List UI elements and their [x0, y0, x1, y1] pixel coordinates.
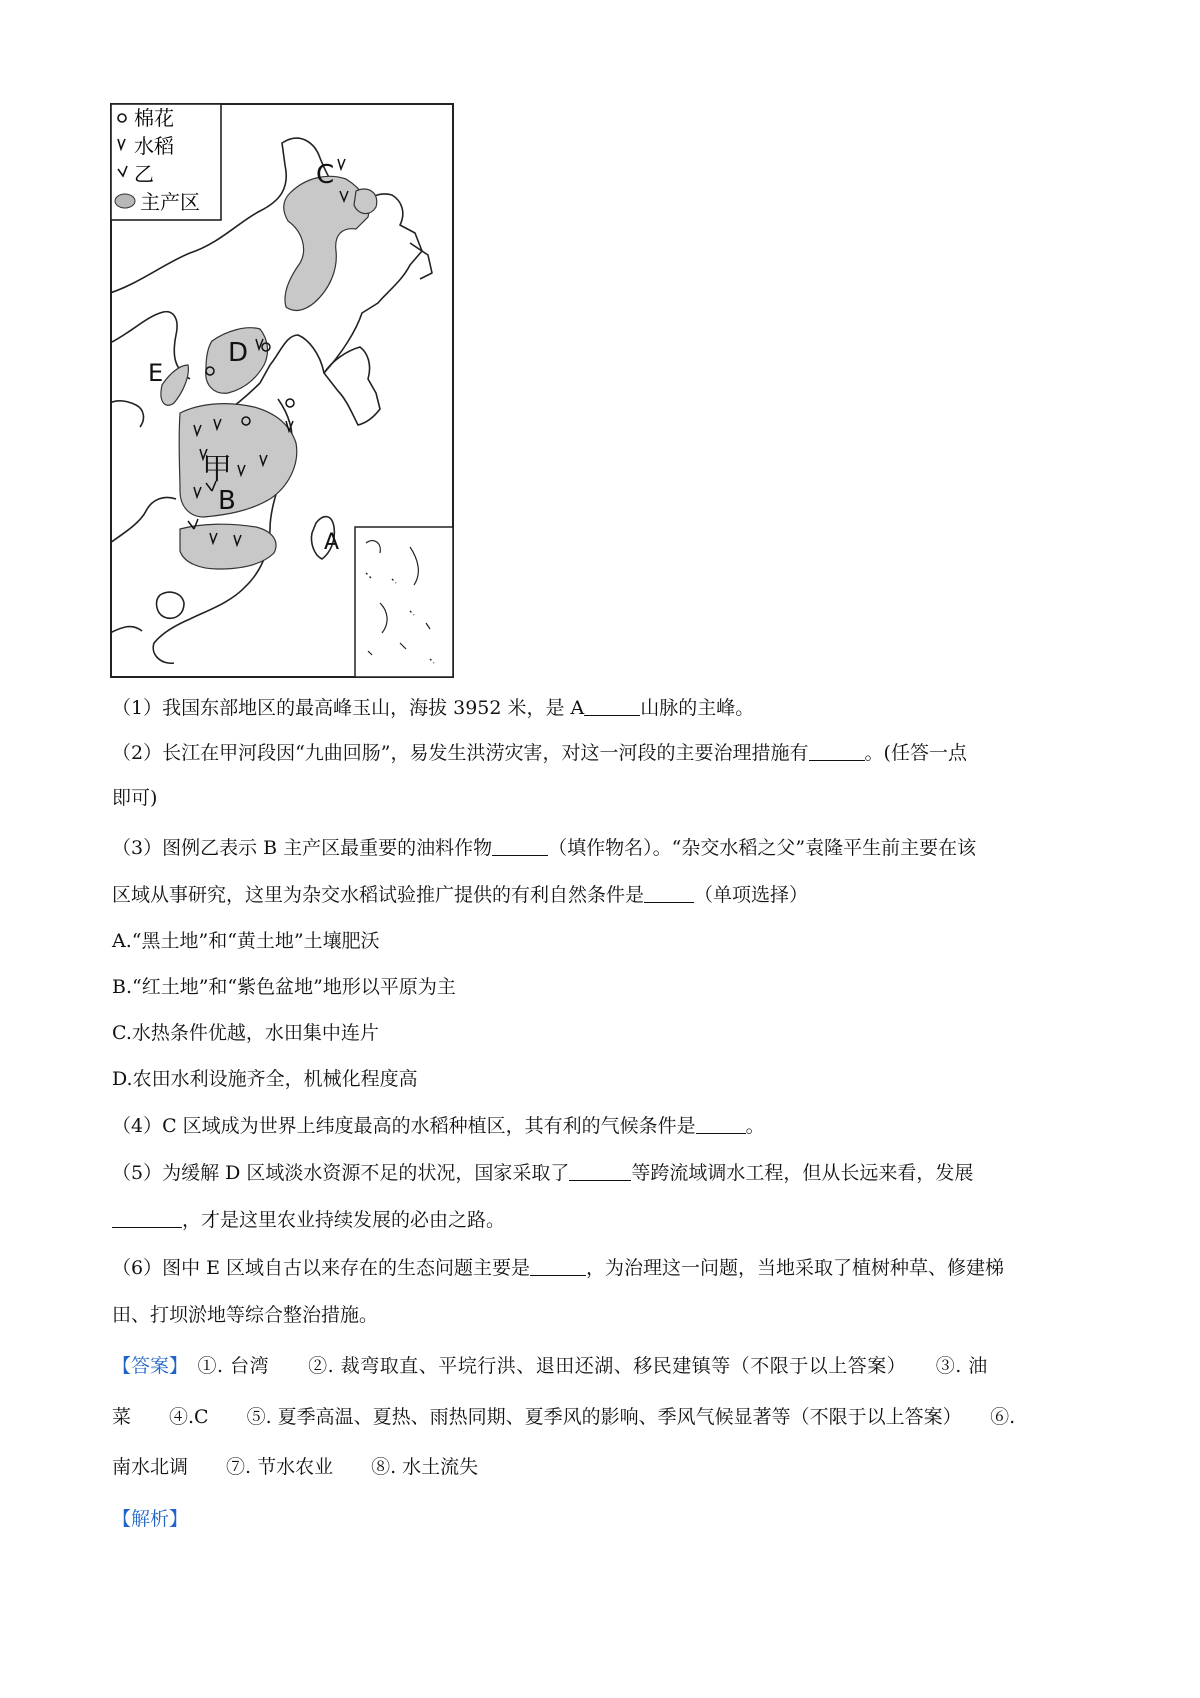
q6-line-2: 田、打坝淤地等综合整治措施。	[112, 1304, 379, 1326]
q1-blank	[584, 697, 640, 716]
q3-line-2	[112, 882, 808, 908]
analysis-line	[112, 1506, 188, 1532]
legend-cotton-label: 棉花	[134, 106, 174, 130]
q3-text-before-2: 区域从事研究，这里为杂交水稻试验推广提供的有利自然条件是	[112, 884, 645, 906]
q2-line-2: 即可)	[112, 787, 158, 809]
region-label-e: E	[148, 359, 164, 387]
region-label-b: B	[218, 486, 236, 516]
legend-yi-label: 乙	[134, 162, 154, 186]
q3-option-d: D.农田水利设施齐全，机械化程度高	[112, 1068, 418, 1090]
region-label-a: A	[324, 530, 340, 555]
answer-text-1: ①. 台湾 ②. 裁弯取直、平垸行洪、退田还湖、移民建镇等（不限于以上答案） ③. 油	[197, 1355, 988, 1377]
answer-line-3: 南水北调 ⑦. 节水农业 ⑧. 水土流失	[112, 1456, 479, 1478]
q3-text-before: （3）图例乙表示 B 主产区最重要的油料作物	[112, 837, 493, 859]
q3-blank-2	[644, 884, 694, 903]
q4-line	[112, 1113, 765, 1139]
q3-text-after: （填作物名）。“杂交水稻之父”袁隆平生前主要在该	[548, 837, 977, 859]
region-label-c: C	[316, 160, 335, 190]
q6-text-before: （6）图中 E 区域自古以来存在的生态问题主要是	[112, 1257, 531, 1279]
answer-tag: 【答案】	[112, 1355, 179, 1377]
q5-text-before: （5）为缓解 D 区域淡水资源不足的状况，国家采取了	[112, 1162, 570, 1184]
q6-line-1	[112, 1255, 1004, 1281]
q3-option-a: A.“黑土地”和“黄土地”土壤肥沃	[112, 930, 380, 952]
q3-blank-1	[492, 837, 548, 856]
q1-text-after: 山脉的主峰。	[640, 697, 755, 719]
answer-line-2: 菜 ④.C ⑤. 夏季高温、夏热、雨热同期、夏季风的影响、季风气候显著等（不限于以上答案） ⑥.	[112, 1406, 1016, 1428]
q3-line-1	[112, 835, 976, 861]
q6-blank	[530, 1257, 586, 1276]
q2-text-after: 。(任答一点	[864, 742, 967, 764]
q5-blank-2	[112, 1209, 182, 1228]
q5-line-2	[112, 1207, 505, 1233]
legend-main-area-label: 主产区	[140, 190, 200, 214]
q5-blank-1	[569, 1162, 631, 1181]
q3-text-after-2: （单项选择）	[694, 884, 809, 906]
china-agriculture-map	[110, 103, 455, 679]
q4-blank	[696, 1115, 746, 1134]
q3-option-c: C.水热条件优越，水田集中连片	[112, 1022, 379, 1044]
q2-line-1	[112, 740, 967, 766]
q5-text-after: 等跨流域调水工程，但从长远来看，发展	[631, 1162, 974, 1184]
analysis-tag: 【解析】	[112, 1508, 189, 1530]
q1-text-before: （1）我国东部地区的最高峰玉山，海拔 3952 米，是 A	[112, 697, 585, 719]
q2-text-before: （2）长江在甲河段因“九曲回肠”，易发生洪涝灾害，对这一河段的主要治理措施有	[112, 742, 809, 764]
q2-blank	[809, 742, 865, 761]
q4-text-before: （4）C 区域成为世界上纬度最高的水稻种植区，其有利的气候条件是	[112, 1115, 696, 1137]
main-area-swatch	[115, 194, 135, 208]
legend-rice-label: 水稻	[134, 134, 174, 158]
south-china-sea-inset	[355, 527, 453, 677]
q1-line	[112, 695, 754, 721]
q6-text-after: ，为治理这一问题，当地采取了植树种草、修建梯	[586, 1257, 1005, 1279]
q5-text-after-2: ，才是这里农业持续发展的必由之路。	[182, 1209, 506, 1231]
q5-line-1	[112, 1160, 973, 1186]
region-label-jia: 甲	[202, 452, 232, 487]
region-label-d: D	[228, 338, 249, 368]
answer-line-1	[112, 1353, 988, 1379]
q4-text-after: 。	[745, 1115, 765, 1137]
q3-option-b: B.“红土地”和“紫色盆地”地形以平原为主	[112, 976, 456, 998]
map-legend	[111, 104, 221, 220]
